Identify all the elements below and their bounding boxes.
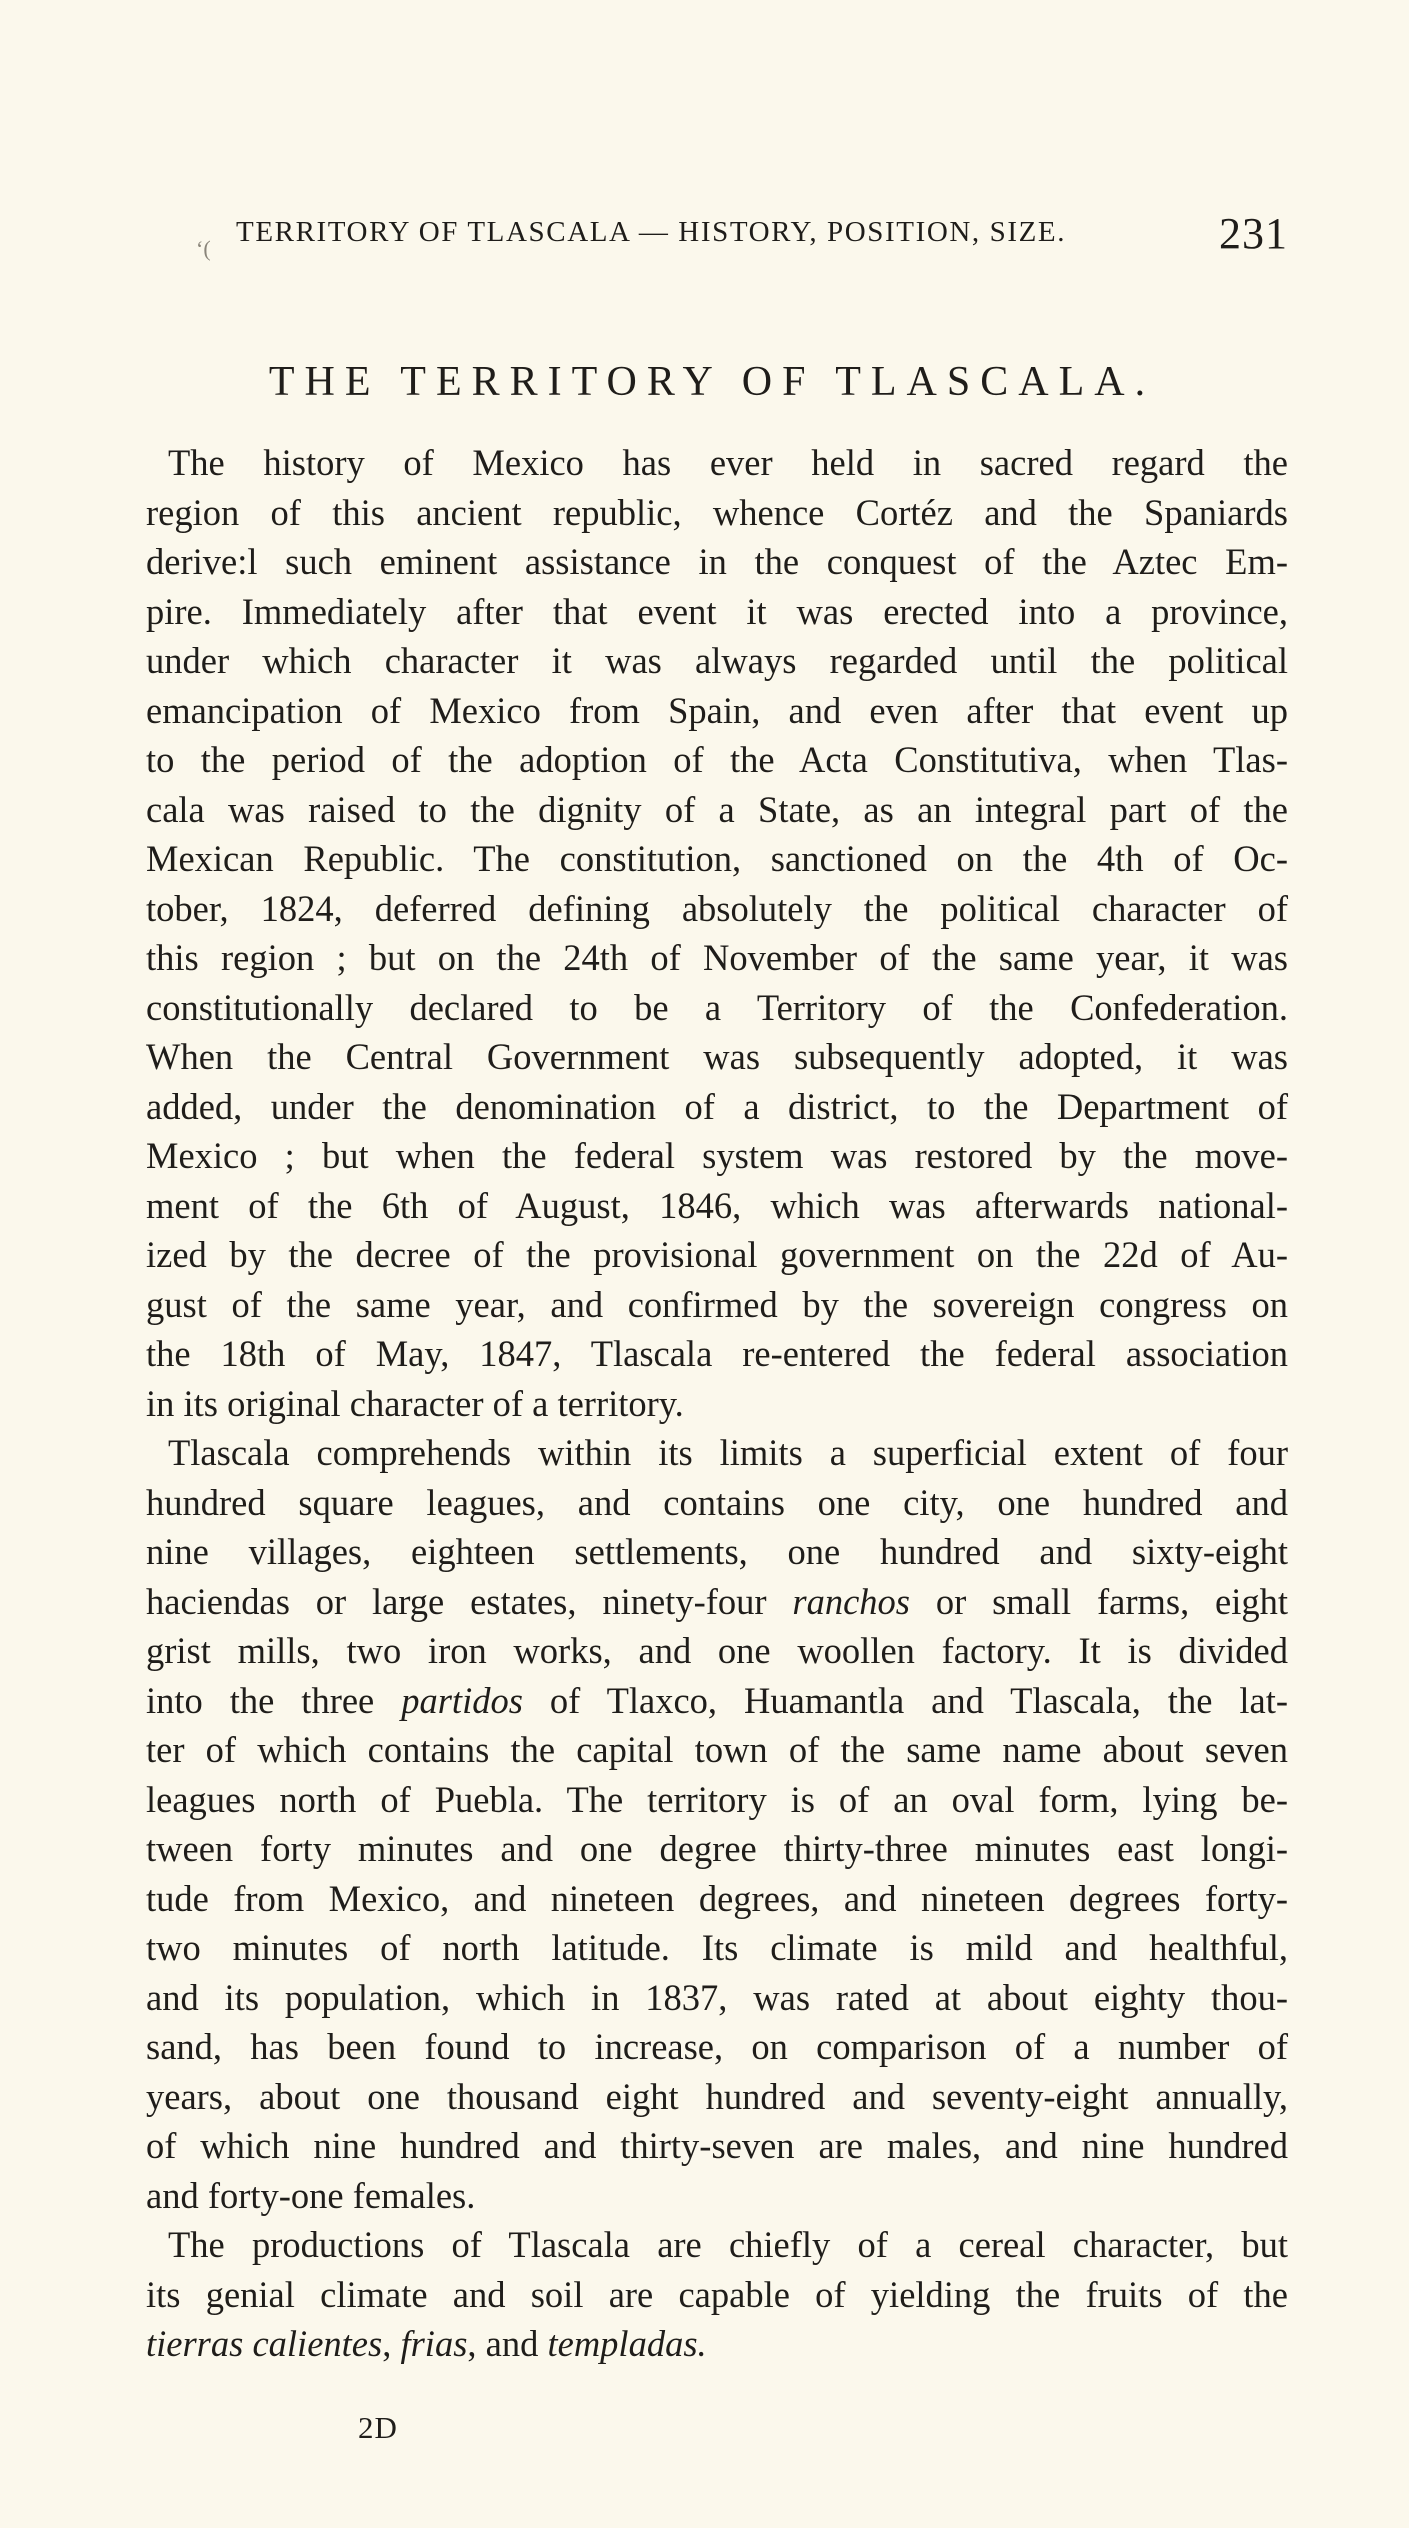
text-segment: or small farms, eight [935, 1580, 1289, 1622]
text-line: tween forty minutes and one degree thirty-three minutes east longi- [146, 1828, 1288, 1869]
text-line-mixed [146, 1676, 1288, 1726]
italic-term-frias: frias [400, 2323, 468, 2364]
text-line: years, about one thousand eight hundred and seventy-eight annually, [146, 2075, 1288, 2117]
text-line: the 18th of May, 1847, Tlascala re-entered the federal association [146, 1333, 1288, 1374]
text-line: emancipation of Mexico from Spain, and even after that event up [146, 689, 1288, 731]
text-line: leagues north of Puebla. The territory is of an oval form, lying be- [146, 1778, 1288, 1820]
text-line: tober, 1824, deferred defining absolutely the political character of [146, 887, 1288, 929]
text-line: nine villages, eighteen settlements, one hundred and sixty-eight [146, 1531, 1288, 1572]
text-line: of which nine hundred and thirty-seven are males, and nine hundred [146, 2125, 1288, 2166]
italic-term-tierras-calientes: tierras calientes [146, 2323, 383, 2364]
text-line: its genial climate and soil are capable of yielding the fruits of the [146, 2273, 1288, 2315]
text-line: added, under the denomination of a district, to the Department of [146, 1085, 1288, 1127]
text-line: Mexico ; but when the federal system was restored by the move- [146, 1135, 1288, 1176]
text-line: under which character it was always regarded until the political [146, 640, 1288, 681]
body-text [146, 438, 1288, 2369]
text-line: ment of the 6th of August, 1846, which was afterwards national- [146, 1184, 1288, 1226]
text-line: pire. Immediately after that event it was erected into a province, [146, 590, 1288, 632]
text-line: hundred square leagues, and contains one city, one hundred and [146, 1481, 1288, 1523]
text-line: tude from Mexico, and nineteen degrees, and nineteen degrees forty- [146, 1877, 1288, 1919]
text-line: region of this ancient republic, whence Cortéz and the Spaniards [146, 491, 1288, 533]
running-head [236, 208, 1288, 264]
text-segment: into the three [146, 1679, 375, 1721]
text-line: in its original character of a territory. [146, 1382, 684, 1424]
text-line: and its population, which in 1837, was rated at about eighty thou- [146, 1976, 1288, 2018]
margin-mark: ʻ( [196, 236, 211, 261]
text-line: When the Central Government was subsequently adopted, it was [146, 1036, 1288, 1077]
text-line: and forty-one females. [146, 2174, 476, 2216]
text-line: this region ; but on the 24th of November of the same year, it was [146, 937, 1288, 978]
text-line: to the period of the adoption of the Acta Constitutiva, when Tlas- [146, 739, 1288, 780]
text-line: grist mills, two iron works, and one woollen factory. It is divided [146, 1630, 1288, 1671]
text-line: ized by the decree of the provisional government on the 22d of Au- [146, 1234, 1288, 1275]
text-line: Mexican Republic. The constitution, sanctioned on the 4th of Oc- [146, 838, 1288, 879]
text-segment: , and [467, 2323, 539, 2364]
text-line: cala was raised to the dignity of a State, as an integral part of the [146, 788, 1288, 830]
text-line: ter of which contains the capital town of the same name about seven [146, 1729, 1288, 1770]
italic-term-partidos: partidos [401, 1679, 523, 1721]
text-line-mixed [146, 1577, 1288, 1627]
text-line: The history of Mexico has ever held in sacred regard the [168, 442, 1288, 483]
text-segment: of Tlaxco, Huamantla and Tlascala, the lat- [549, 1679, 1288, 1721]
text-line: two minutes of north latitude. Its climate is mild and healthful, [146, 1927, 1288, 1968]
text-line: constitutionally declared to be a Territory of the Confederation. [146, 986, 1288, 1028]
text-line: sand, has been found to increase, on comparison of a number of [146, 2026, 1288, 2067]
signature-mark: 2D [358, 2410, 398, 2445]
text-segment: , [382, 2323, 392, 2364]
text-line-mixed [146, 2319, 1288, 2369]
text-line: The productions of Tlascala are chiefly of a cereal character, but [168, 2224, 1288, 2265]
text-line: derive:l such eminent assistance in the conquest of the Aztec Em- [146, 541, 1288, 582]
page-number: 231 [1219, 209, 1288, 258]
italic-term-templadas: templadas. [547, 2323, 707, 2364]
running-head-title: TERRITORY OF TLASCALA — HISTORY, POSITION, SIZE. [236, 216, 1067, 248]
text-line: Tlascala comprehends within its limits a superficial extent of four [168, 1432, 1288, 1473]
italic-term-ranchos: ranchos [792, 1580, 910, 1622]
text-line: gust of the same year, and confirmed by the sovereign congress on [146, 1283, 1288, 1325]
text-segment: haciendas or large estates, ninety-four [146, 1580, 767, 1622]
section-title: THE TERRITORY OF TLASCALA. [268, 359, 1156, 405]
